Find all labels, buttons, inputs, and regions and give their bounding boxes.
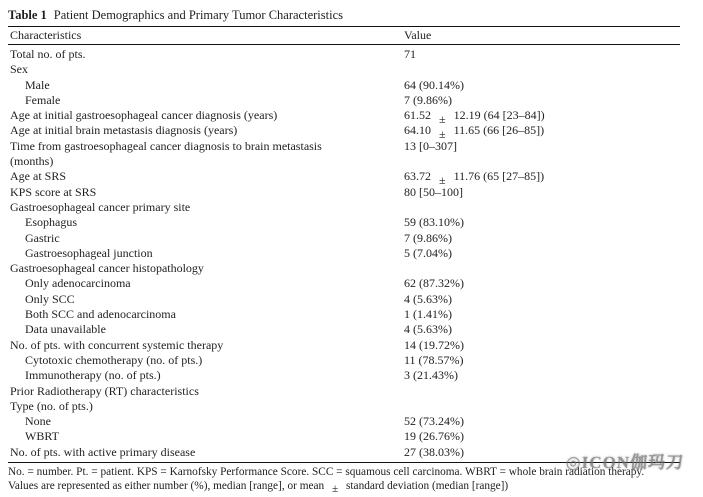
- watermark: ◎ICON伽玛刀: [565, 453, 685, 472]
- plus-minus-symbol: ±: [439, 111, 446, 126]
- table-row: [8, 169, 680, 187]
- row-label: Both SCC and adenocarcinoma: [25, 307, 176, 322]
- table-title: Patient Demographics and Primary Tumor Characteristics: [53, 8, 343, 22]
- row-label: Age at SRS: [10, 169, 67, 184]
- row-value: 7 (9.86%): [404, 92, 452, 107]
- table-row: [8, 200, 680, 215]
- row-value: 11 (78.57%): [404, 352, 464, 367]
- column-header-value: Value: [404, 28, 432, 42]
- table-body: [8, 45, 680, 462]
- table-header-row: [8, 27, 680, 44]
- row-label: Esophagus: [25, 215, 77, 230]
- table-row: [8, 123, 680, 141]
- paper-table: [8, 0, 680, 496]
- table-row: [8, 368, 680, 383]
- row-label: Type (no. of pts.): [10, 398, 93, 413]
- row-label: No. of pts. with concurrent systemic therapy: [10, 337, 224, 352]
- row-value: 59 (83.10%): [404, 215, 464, 230]
- row-value: 19 (26.76%): [404, 429, 464, 444]
- row-label: Gastric: [25, 230, 60, 245]
- table-row: [8, 307, 680, 322]
- row-value: 71: [404, 47, 416, 61]
- table-number: Table 1: [8, 8, 47, 22]
- row-value: 3 (21.43%): [404, 368, 458, 383]
- row-value: 52 (73.24%): [404, 414, 464, 429]
- row-label: Only adenocarcinoma: [25, 276, 131, 291]
- row-value: [404, 200, 680, 215]
- table-row: [8, 445, 680, 460]
- table-row: [8, 429, 680, 444]
- table-row: [8, 322, 680, 337]
- row-value: 1 (1.41%): [404, 307, 452, 322]
- row-value: 5 (7.04%): [404, 245, 452, 260]
- row-label: Total no. of pts.: [10, 47, 86, 61]
- row-value: 80 [50–100]: [404, 184, 463, 199]
- row-value: 4 (5.63%): [404, 291, 452, 306]
- table-caption: [8, 8, 680, 23]
- row-label: Female: [25, 92, 61, 107]
- row-label: Gastroesophageal junction: [25, 245, 153, 260]
- row-label: Only SCC: [25, 291, 75, 306]
- row-label: Age at initial brain metastasis diagnosis (years): [10, 123, 238, 138]
- row-label: KPS score at SRS: [10, 184, 97, 199]
- row-label: Time from gastroesophageal cancer diagnosis to brain metastasis (months): [10, 138, 322, 169]
- row-value: 62 (87.32%): [404, 276, 464, 291]
- plus-minus-symbol: ±: [332, 483, 339, 496]
- row-value: [404, 261, 680, 276]
- row-label: Sex: [10, 62, 28, 77]
- table-row: [8, 261, 680, 276]
- row-value: 61.52 ± 12.19 (64 [23–84]): [404, 108, 545, 126]
- row-label: Cytotoxic chemotherapy (no. of pts.): [25, 352, 203, 367]
- row-value: 27 (38.03%): [404, 444, 464, 459]
- table-row: [8, 384, 680, 399]
- row-label: Male: [25, 77, 50, 92]
- row-value: 13 [0–307]: [404, 138, 457, 153]
- row-label: No. of pts. with active primary disease: [10, 444, 196, 459]
- row-value: 64.10 ± 11.65 (66 [26–85]): [404, 123, 545, 141]
- row-value: [404, 384, 680, 399]
- table-row: [8, 215, 680, 230]
- plus-minus-symbol: ±: [439, 126, 446, 141]
- column-header-characteristics: Characteristics: [10, 28, 82, 42]
- row-label: Prior Radiotherapy (RT) characteristics: [10, 383, 199, 398]
- table-row: [8, 62, 680, 77]
- table-row: [8, 47, 680, 62]
- plus-minus-symbol: ±: [439, 172, 446, 187]
- footnote-line: No. = number. Pt. = patient. KPS = Karnofsky Performance Score. SCC = squamous cell carcinoma. WBRT = whole brain radiation therapy.: [8, 466, 645, 479]
- row-value: [404, 399, 680, 414]
- table-row: [8, 353, 680, 368]
- table-row: [8, 414, 680, 429]
- row-label: None: [25, 414, 51, 429]
- row-label: Gastroesophageal cancer primary site: [10, 199, 191, 214]
- table-row: [8, 292, 680, 307]
- table-row: [8, 399, 680, 414]
- footnote-line: Values are represented as either number (%), median [range], or mean ± standard deviation (median [range]): [8, 479, 509, 496]
- row-value: 14 (19.72%): [404, 337, 464, 352]
- table-row: [8, 185, 680, 200]
- table-row: [8, 78, 680, 93]
- table-row: [8, 139, 680, 170]
- row-value: 64 (90.14%): [404, 77, 464, 92]
- table-row: [8, 231, 680, 246]
- row-label: Gastroesophageal cancer histopathology: [10, 261, 204, 276]
- row-label: Immunotherapy (no. of pts.): [25, 368, 161, 383]
- row-label: Age at initial gastroesophageal cancer diagnosis (years): [10, 108, 278, 123]
- row-value: 63.72 ± 11.76 (65 [27–85]): [404, 169, 545, 187]
- table-footnotes: [8, 463, 680, 496]
- table-row: [8, 108, 680, 126]
- row-value: [404, 62, 680, 77]
- table-row: [8, 246, 680, 261]
- table-row: [8, 93, 680, 108]
- table-row: [8, 276, 680, 291]
- table-row: [8, 338, 680, 353]
- row-label: Data unavailable: [25, 322, 106, 337]
- row-value: 7 (9.86%): [404, 230, 452, 245]
- row-value: 4 (5.63%): [404, 322, 452, 337]
- row-label: WBRT: [25, 429, 59, 444]
